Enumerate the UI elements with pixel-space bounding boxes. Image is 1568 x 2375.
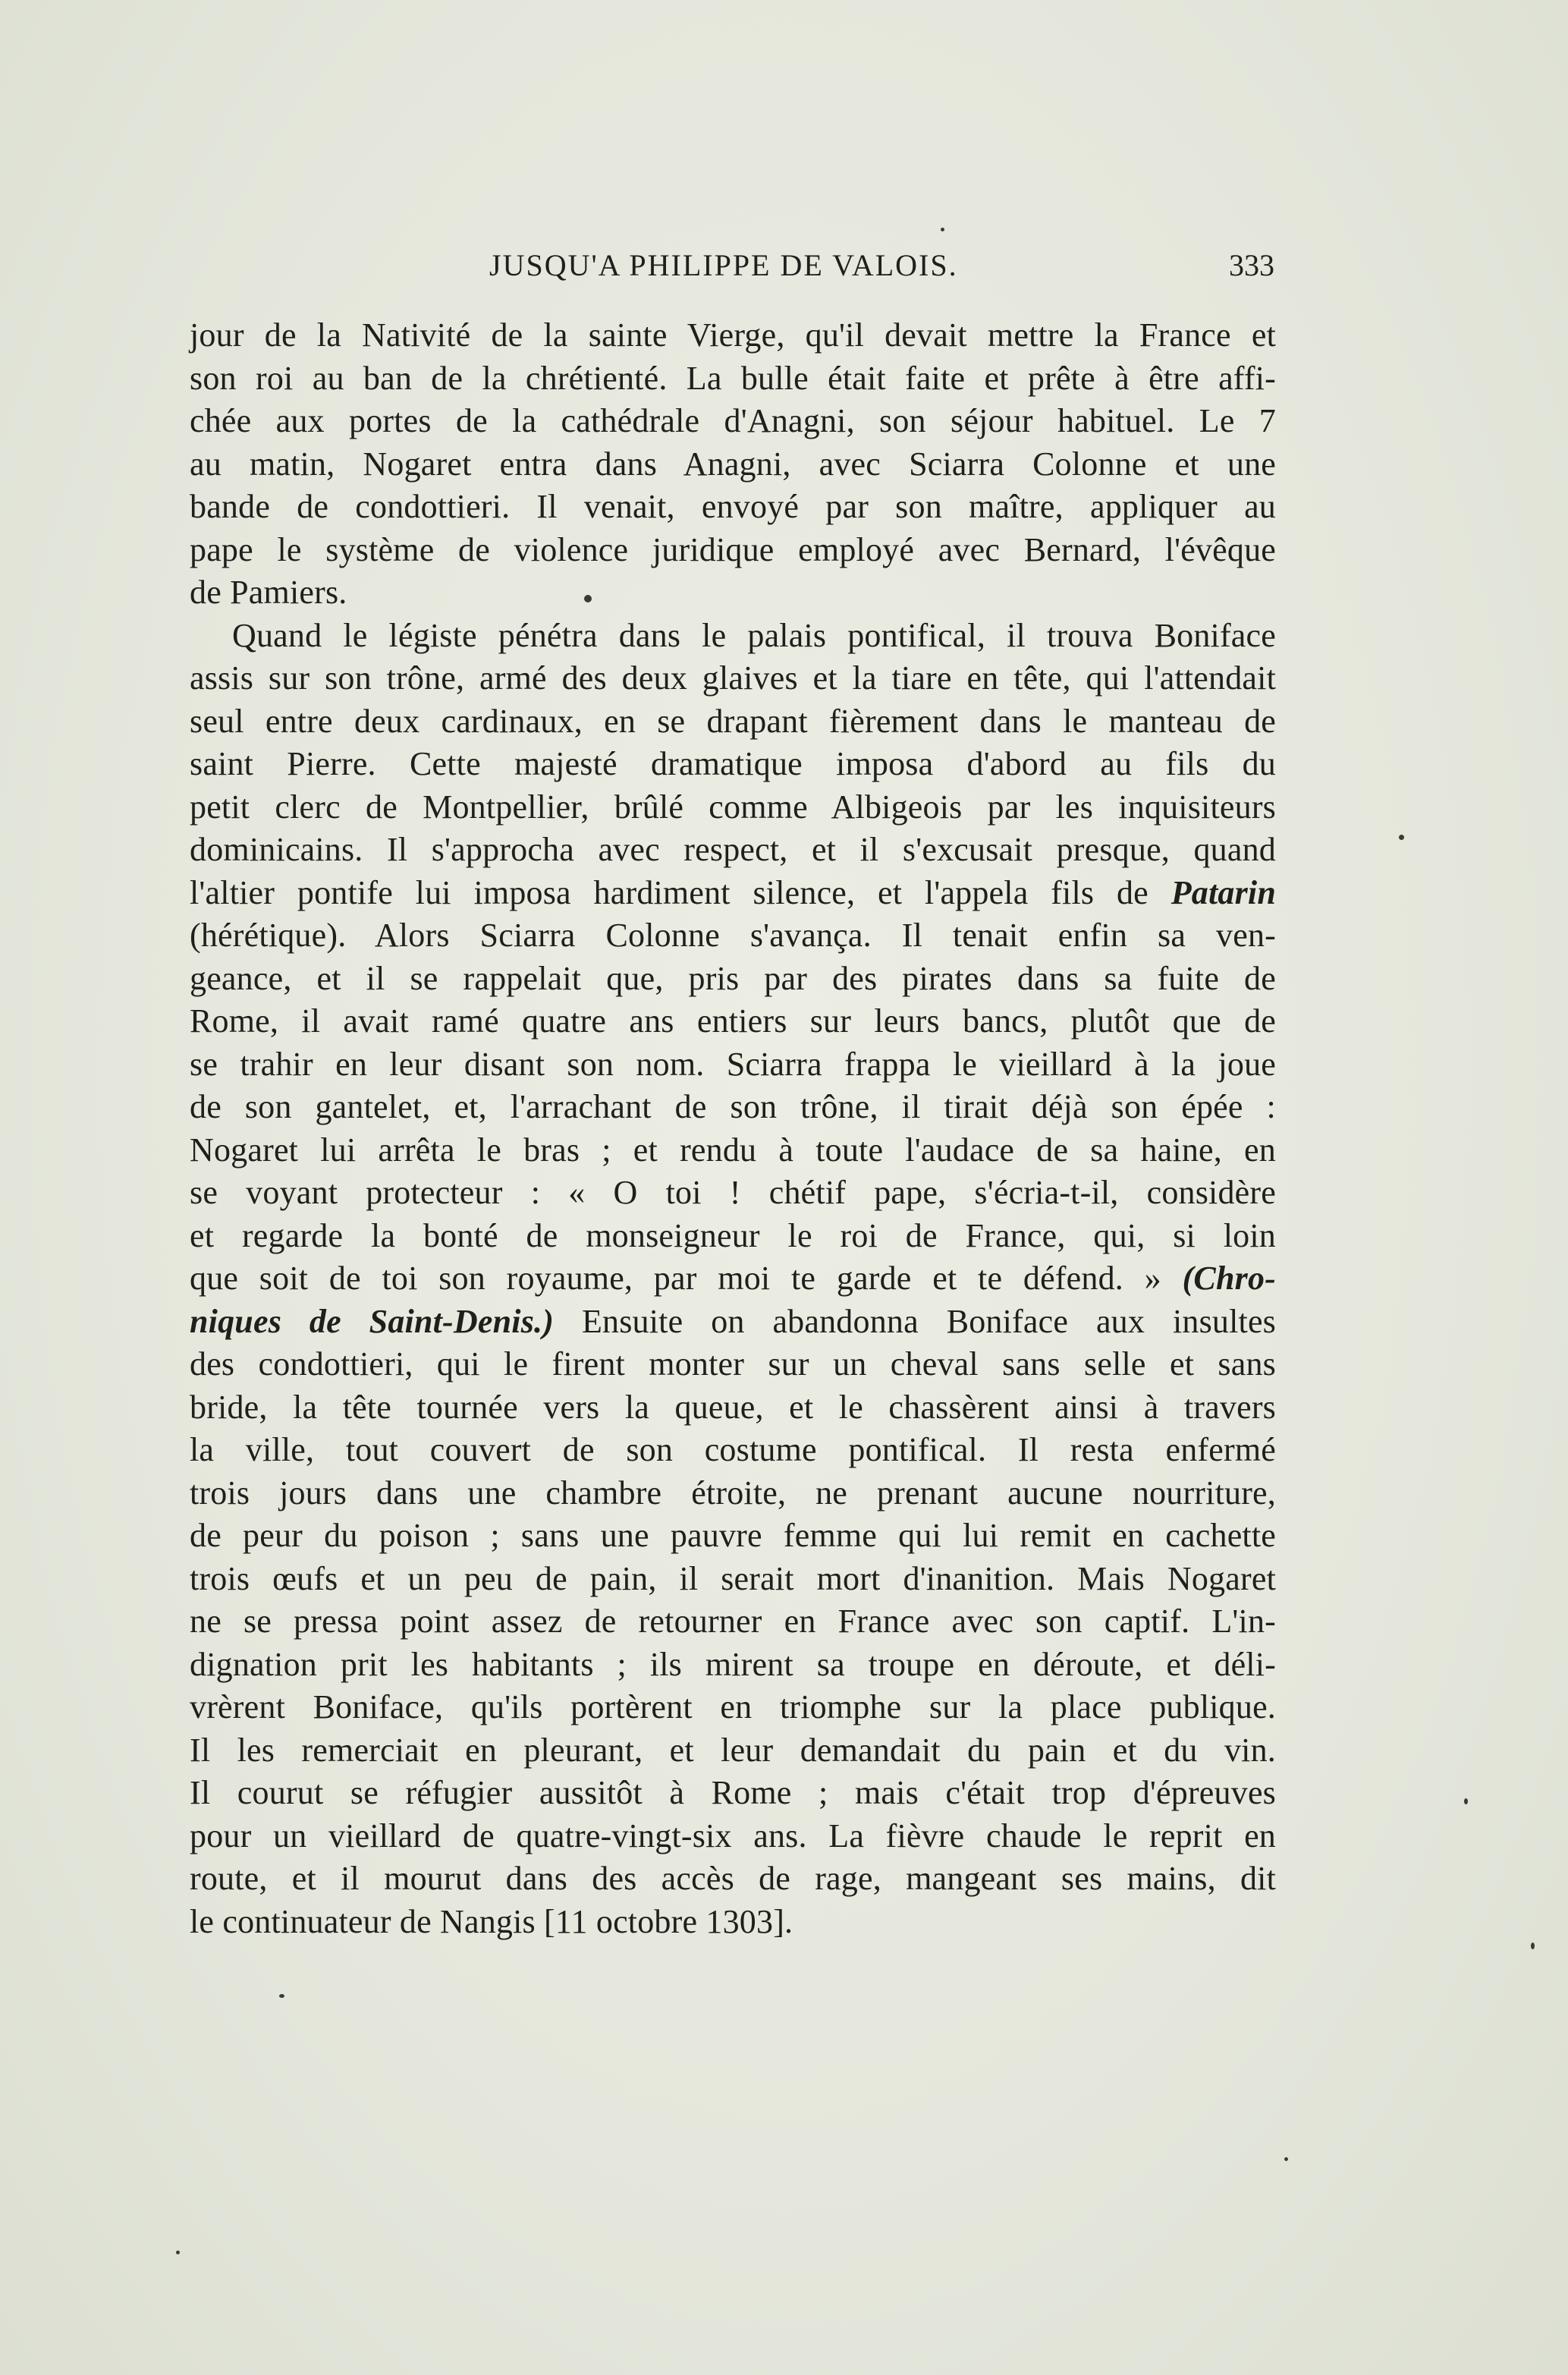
paper-speck [1284,2157,1288,2161]
text-line: le continuateur de Nangis [11 octobre 1303]. [190,1902,793,1940]
text-segment: que soit de toi son royaume, par moi te garde et te défend. » [190,1260,1161,1297]
text-line: geance, et il se rappelait que, pris par des pirates dans sa fuite de [190,959,1276,997]
text-line: Nogaret lui arrêta le bras ; et rendu à toute l'audace de sa haine, en [190,1131,1276,1169]
text-line: bande de condottieri. Il venait, envoyé par son maître, appliquer au [190,488,1276,525]
text-line: de son gantelet, et, l'arrachant de son trône, il tirait déjà son épée : [190,1088,1276,1125]
text-line [190,1301,1276,1344]
text-line: se trahir en leur disant son nom. Sciarra frappa le vieillard à la joue [190,1045,1276,1083]
text-line: au matin, Nogaret entra dans Anagni, avec Sciarra Colonne et une [190,445,1276,483]
paper-speck [941,228,944,231]
text-line: Rome, il avait ramé quatre ans entiers sur leurs bancs, plutôt que de [190,1002,1276,1040]
text-line: assis sur son trône, armé des deux glaives et la tiare en tête, qui l'attendait [190,659,1276,697]
paper-speck [584,595,592,602]
text-line: bride, la tête tournée vers la queue, et le chassèrent ainsi à travers [190,1388,1276,1426]
text-line: (hérétique). Alors Sciarra Colonne s'avança. Il tenait enfin sa ven- [190,917,1276,954]
text-line: petit clerc de Montpellier, brûlé comme Albigeois par les inquisiteurs [190,788,1276,826]
page-header [190,247,1274,293]
paper-speck [176,2251,180,2254]
text-segment: Ensuite on abandonna Boniface aux insultes [581,1302,1276,1340]
text-line [190,1257,1276,1301]
text-line: trois jours dans une chambre étroite, ne prenant aucune nourriture, [190,1474,1276,1512]
text-line: saint Pierre. Cette majesté dramatique imposa d'abord au fils du [190,745,1276,782]
text-segment: l'altier pontife lui imposa hardiment silence, et l'appela fils de [190,873,1149,911]
text-line: pape le système de violence juridique employé avec Bernard, l'évêque [190,530,1276,568]
text-line: dominicains. Il s'approcha avec respect, et il s'excusait presque, quand [190,831,1276,868]
text-line: route, et il mourut dans des accès de rage, mangeant ses mains, dit [190,1860,1276,1897]
text-line: trois œufs et un peu de pain, il serait mort d'inanition. Mais Nogaret [190,1559,1276,1597]
text-line: se voyant protecteur : « O toi ! chétif pape, s'écria-t-il, considère [190,1174,1276,1211]
page-number: 333 [1229,248,1274,282]
italic-term: Patarin [1171,873,1277,911]
text-line: vrèrent Boniface, qu'ils portèrent en triomphe sur la place publique. [190,1688,1276,1725]
text-line: de Pamiers. [190,574,347,611]
text-line: chée aux portes de la cathédrale d'Anagni, son séjour habituel. Le 7 [190,402,1276,439]
text-line: pour un vieillard de quatre-vingt-six ans. La fièvre chaude le reprit en [190,1817,1276,1854]
text-line [190,872,1276,915]
italic-citation: niques de Saint-Denis.) [190,1302,555,1340]
paper-speck [279,1994,284,1998]
text-line: Il courut se réfugier aussitôt à Rome ; mais c'était trop d'épreuves [190,1774,1276,1811]
text-line: la ville, tout couvert de son costume pontifical. Il resta enfermé [190,1431,1276,1468]
paper-speck [1399,835,1404,840]
text-line: seul entre deux cardinaux, en se drapant fièrement dans le manteau de [190,702,1276,740]
text-line: Il les remerciait en pleurant, et leur demandait du pain et du vin. [190,1731,1276,1769]
paper-speck [1531,1942,1535,1949]
text-line: Quand le légiste pénétra dans le palais pontifical, il trouva Boniface [232,616,1276,654]
running-title: JUSQU'A PHILIPPE DE VALOIS. [489,248,958,282]
text-line: des condottieri, qui le firent monter sur un cheval sans selle et sans [190,1345,1276,1383]
text-line: ne se pressa point assez de retourner en France avec son captif. L'in- [190,1603,1276,1640]
text-line: jour de la Nativité de la sainte Vierge, qu'il devait mettre la France et [190,316,1276,354]
text-line: et regarde la bonté de monseigneur le roi de France, qui, si loin [190,1216,1276,1254]
italic-citation: (Chro- [1182,1260,1277,1297]
text-line: dignation prit les habitants ; ils mirent sa troupe en déroute, et déli- [190,1645,1276,1683]
paper-speck [1464,1798,1468,1804]
text-line: son roi au ban de la chrétienté. La bulle était faite et prête à être affi- [190,359,1276,397]
body-text [190,314,1276,1943]
text-line: de peur du poison ; sans une pauvre femme qui lui remit en cachette [190,1517,1276,1554]
